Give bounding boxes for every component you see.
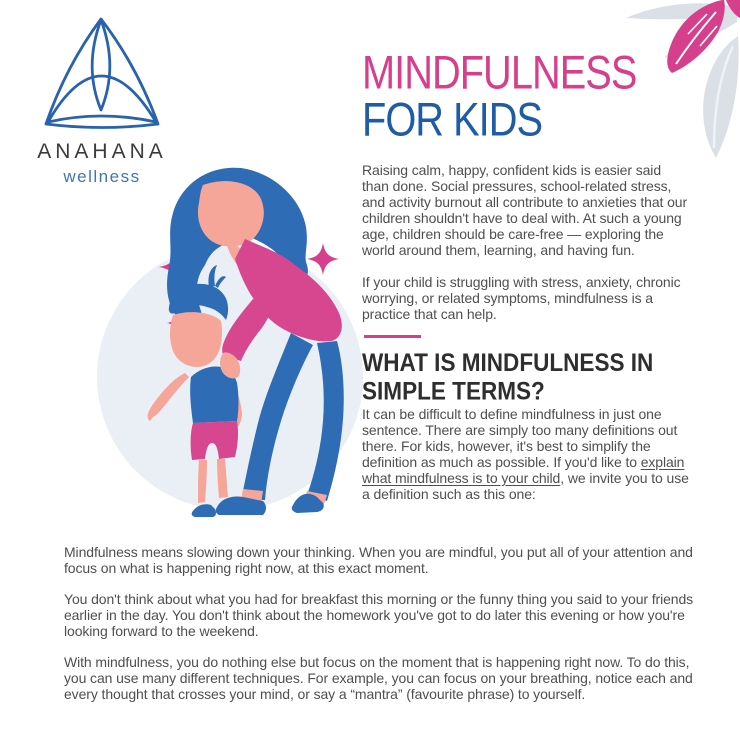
section-heading: WHAT IS MINDFULNESS IN SIMPLE TERMS? (362, 348, 654, 406)
definition-paragraph-3: With mindfulness, you do nothing else but focus on the moment that is happening right now. To do this, you can use many different techniques. For example, you can focus on your breathing, notice each and every thought that crosses your mind, or say a “mantra” (favourite phrase) to yourself. (64, 654, 693, 702)
intro-paragraph-1: Raising calm, happy, confident kids is easier said than done. Social pressures, school-related stress, and activity burnout all contribute to anxieties that our children shouldn't have to deal with. At such a young age, children should be care-free — exploring the world around them, learning, and having fun. (362, 162, 688, 258)
page-title-line-1: MINDFULNESS (362, 45, 637, 99)
section-text-before-link: It can be difficult to define mindfulness in just one sentence. There are simply too many definitions out there. For kids, however, it's best to simplify the definition as much as possible. If you'd like to (362, 406, 678, 470)
section-paragraph (362, 406, 689, 502)
definition-paragraph-1: Mindfulness means slowing down your thinking. When you are mindful, you put all of your attention and focus on what is happening right now, at this exact moment. (64, 544, 693, 576)
article-column (362, 45, 689, 502)
intro-paragraph-2: If your child is struggling with stress, anxiety, chronic worrying, or related symptoms, mindfulness is a practice that can help. (362, 274, 681, 322)
definition-paragraph-2: You don't think about what you had for breakfast this morning or the funny thing you said to your friends earlier in the day. You don't think about the homework you've got to do later this evening or how you're looking forward to the weekend. (64, 591, 694, 639)
logo-block (28, 14, 176, 187)
brand-name: ANAHANA (37, 140, 167, 163)
section-divider (364, 335, 421, 338)
brand-tagline: wellness (63, 167, 141, 186)
logo-icon (34, 14, 170, 132)
definition-block (64, 544, 694, 717)
page-title-line-2: FOR KIDS (362, 92, 543, 146)
mother-child-illustration (95, 155, 375, 545)
section-text-after-link: , we invite you to use a definition such as this one: (362, 470, 689, 502)
mindfulness-link[interactable]: explain what mindfulness is to your child (362, 454, 685, 486)
